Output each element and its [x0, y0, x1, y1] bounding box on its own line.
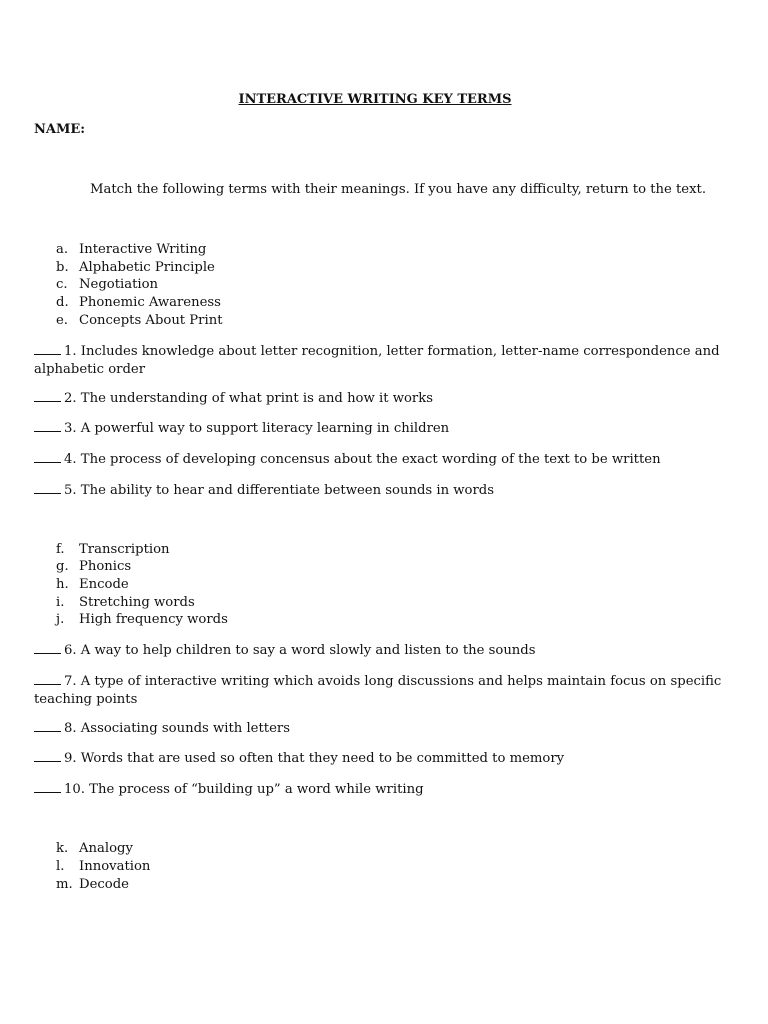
- term-letter: h.: [56, 577, 69, 592]
- term-text: Phonics: [79, 559, 132, 574]
- term-letter: g.: [56, 559, 69, 574]
- term-item: [56, 294, 221, 312]
- term-item: [56, 312, 223, 330]
- term-letter: a.: [56, 242, 69, 257]
- term-item: [56, 541, 170, 559]
- term-text: Negotiation: [79, 277, 159, 292]
- question-text: 7. A type of interactive writing which avoids long discussions and helps maintain focus on specific teaching points: [34, 674, 722, 707]
- answer-blank[interactable]: [34, 672, 61, 685]
- question-item: [34, 719, 734, 738]
- term-item: [56, 558, 131, 576]
- answer-blank[interactable]: [34, 719, 61, 732]
- answer-blank[interactable]: [34, 389, 61, 402]
- question-text: 8. Associating sounds with letters: [64, 721, 290, 736]
- term-item: [56, 576, 129, 594]
- term-text: Transcription: [79, 542, 170, 557]
- term-text: Interactive Writing: [79, 242, 207, 257]
- term-text: Analogy: [79, 841, 133, 856]
- term-letter: j.: [56, 612, 65, 627]
- question-item: [34, 342, 734, 379]
- question-item: [34, 780, 734, 799]
- term-text: Phonemic Awareness: [79, 295, 221, 310]
- answer-blank[interactable]: [34, 641, 61, 654]
- term-item: [56, 840, 133, 858]
- term-item: [56, 259, 215, 277]
- question-text: 4. The process of developing concensus about the exact wording of the text to be written: [64, 452, 661, 467]
- answer-blank[interactable]: [34, 419, 61, 432]
- question-text: 5. The ability to hear and differentiate between sounds in words: [64, 483, 495, 498]
- term-item: [56, 276, 158, 294]
- term-letter: k.: [56, 841, 69, 856]
- page-title: INTERACTIVE WRITING KEY TERMS: [238, 92, 512, 107]
- question-item: [34, 672, 734, 709]
- question-item: [34, 481, 734, 500]
- term-letter: c.: [56, 277, 68, 292]
- answer-blank[interactable]: [34, 342, 61, 355]
- question-item: [34, 749, 734, 768]
- term-item: [56, 858, 150, 876]
- term-text: Concepts About Print: [79, 313, 223, 328]
- term-letter: d.: [56, 295, 69, 310]
- question-text: 1. Includes knowledge about letter recognition, letter formation, letter-name correspondence and alphabetic order: [34, 344, 720, 377]
- term-item: [56, 611, 228, 629]
- term-letter: m.: [56, 877, 73, 892]
- term-letter: i.: [56, 595, 65, 610]
- instructions-text: Match the following terms with their meanings. If you have any difficulty, return to the text.: [90, 182, 707, 197]
- question-text: 6. A way to help children to say a word slowly and listen to the sounds: [64, 643, 536, 658]
- term-item: [56, 241, 206, 259]
- question-item: [34, 389, 734, 408]
- answer-blank[interactable]: [34, 481, 61, 494]
- question-text: 10. The process of “building up” a word while writing: [64, 782, 424, 797]
- question-text: 9. Words that are used so often that they need to be committed to memory: [64, 751, 565, 766]
- name-label: NAME:: [34, 122, 86, 137]
- term-letter: f.: [56, 542, 65, 557]
- answer-blank[interactable]: [34, 780, 61, 793]
- term-item: [56, 594, 195, 612]
- answer-blank[interactable]: [34, 450, 61, 463]
- term-text: High frequency words: [79, 612, 228, 627]
- question-text: 2. The understanding of what print is and how it works: [64, 391, 433, 406]
- term-letter: e.: [56, 313, 68, 328]
- term-letter: b.: [56, 260, 69, 275]
- question-item: [34, 641, 734, 660]
- term-text: Stretching words: [79, 595, 195, 610]
- question-text: 3. A powerful way to support literacy learning in children: [64, 421, 450, 436]
- question-item: [34, 450, 734, 469]
- term-item: [56, 876, 129, 894]
- term-text: Alphabetic Principle: [79, 260, 215, 275]
- question-item: [34, 419, 734, 438]
- term-text: Decode: [79, 877, 129, 892]
- answer-blank[interactable]: [34, 749, 61, 762]
- term-text: Innovation: [79, 859, 151, 874]
- term-text: Encode: [79, 577, 129, 592]
- term-letter: l.: [56, 859, 65, 874]
